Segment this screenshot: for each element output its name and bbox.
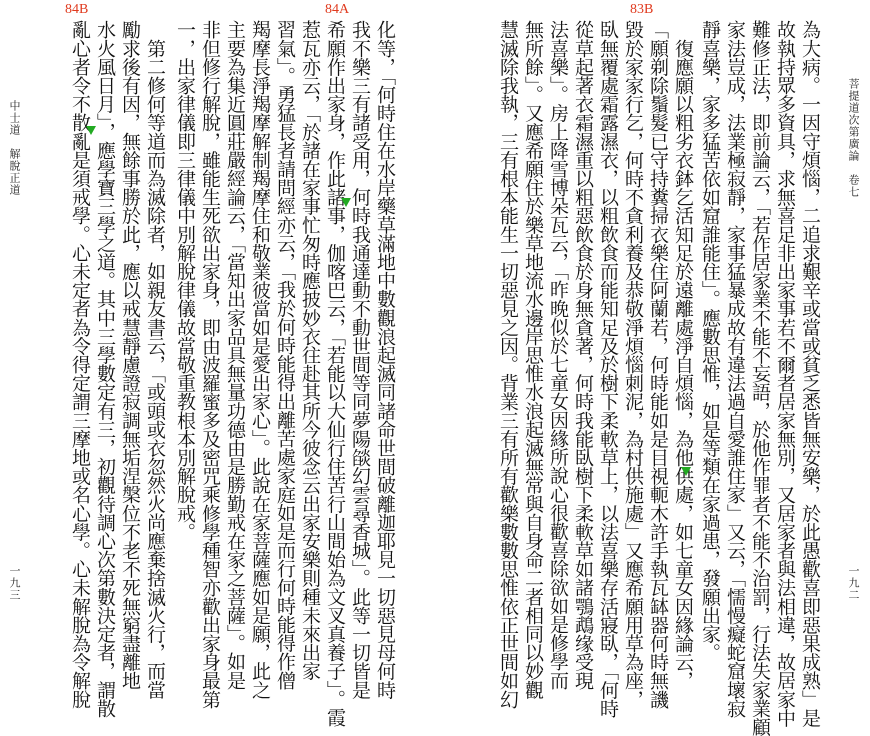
- text-column: 靜喜樂，家多猛苦依如窟誰能住」。應數思惟，如是等類在家過患，發願出家。: [699, 20, 721, 662]
- left-page-margin-label: 中士道 解脫正道: [8, 100, 21, 196]
- right-page: [428, 20, 870, 736]
- folio-label-84b: 84B: [65, 2, 89, 17]
- text-column: 「願剃除鬚髮已守持糞掃衣樂住阿蘭若，何時能如是目視軛木許手執瓦缽器何時無譏: [647, 20, 669, 709]
- right-page-header: 菩提道次第廣論 卷七: [847, 78, 860, 198]
- left-page-number: 一九三: [8, 565, 21, 601]
- text-column: 法喜樂」。房上降雪博朵瓦云，「昨晚似於七童女因緣所說心很歡喜除欲如是修學而: [547, 20, 569, 690]
- folio-label-84a: 84A: [325, 2, 350, 17]
- green-marker-icon: [86, 126, 96, 135]
- right-page-number: 一九二: [847, 565, 860, 601]
- text-column: 勵求後有因，無餘事勝於此，應以戒慧靜慮證寂調無垢涅槃位不老不死無窮盡離地: [119, 20, 141, 690]
- green-marker-icon: [681, 467, 691, 476]
- folio-label-83b: 83B: [630, 2, 654, 17]
- text-column: 臥無覆處霜露濕衣，以粗飲食而能知足及於樹下柔軟草上，以法喜樂存活寢臥，「何時: [597, 20, 619, 718]
- text-column: 難修正法，即前論云，「若作居家業不能不妄語，於他作罪者不能不治罰，行法失家業顧: [749, 20, 771, 736]
- text-column: 水火風日月」，應學寶三學之道。其中三學數定有三，初觀待調心次第數決定者，謂散: [94, 20, 116, 718]
- text-column: 非但修行解脫，雖能生死欲出家身，即由波羅蜜多及密咒乘修學種智亦歡出家身最第: [199, 20, 221, 709]
- green-marker-icon: [341, 198, 351, 207]
- text-column: 復應願以粗劣衣鉢乞活知足於遠離處淨自煩惱，為他供處，如七童女因緣論云，: [672, 20, 694, 690]
- text-column: 習氣」。勇猛長者請問經亦云，「我於何時能得出離苦處家庭如是而行何時能得作僧: [274, 20, 296, 690]
- text-column: 第二修何等道而為滅除者，如親友書云，「或頭或衣忽然火尚應棄捨滅火行，而當: [144, 20, 166, 699]
- text-column: 家法豈成，法業極寂靜，家事猛暴成故有違法過自愛誰住家」又云，「懦慢癡蛇窟壞寂: [724, 20, 746, 718]
- text-column: 為大病。一因守煩惱，二追求艱辛或當或貧乏悉皆無安樂，於此愚歡喜即惡果成熟」是: [799, 20, 821, 727]
- text-column: 羯摩長淨羯摩解制羯摩住和敬業彼當如是愛出家心」。此說在家菩薩應如是願，此之: [249, 20, 271, 699]
- left-page: [0, 20, 428, 727]
- text-column: 亂心者令不散亂是須戒學。心未定者為令得定謂三摩地或名心學。心未解脫為令解脫: [69, 20, 91, 709]
- text-column: 故執持眾多資具，求無喜足非出家事若不爾者居家無別，又居家者與法相違，故居家中: [774, 20, 796, 727]
- text-column: 惹瓦亦云，「於諸在家事忙匆時應披妙衣往赴其所今彼念云出家安樂則種未來出家: [299, 20, 321, 681]
- text-column: 我不樂三有諸受用，何時我通達動不動世間等同夢陽燄幻雲尋香城」。此等一切皆是: [349, 20, 371, 699]
- text-column: 無所餘」。又應希願住於樂草地流水邊岸思惟水浪起滅無常與自身命二者相同以妙觀: [522, 20, 544, 699]
- text-column: 慧滅除我執，三有根本能生一切惡見之因。背業三有所有歡樂數數思惟依正世間如幻: [497, 20, 519, 709]
- text-column: 希願作出家身，作此諸事，伽喀巴云，「若能以大仙行住苦行山間始為文叉真養子」。霞: [324, 20, 346, 727]
- text-column: 主要為集近圓莊嚴經論云，「當知出家品具無量功德由是勝勤戒在家之菩薩」。如是: [224, 20, 246, 690]
- text-column: 化等，「何時住在水岸藥草滿地中數觀浪起滅同諸命世間破離迦耶見一切惡見母何時: [374, 20, 396, 699]
- text-column: 從草起著衣霜濕重以粗惡飲食於身無貪著，何時我能臥樹下柔軟草如諸鶚鵡缘受現: [572, 20, 594, 690]
- text-column: 一，出家律儀即三律儀中別解脫律儀故當敬重教根本別解脫戒。: [174, 20, 196, 541]
- text-column: 毀於家家行乞，何時不貪利養及恭敬淨煩惱刺泥，為村供施處」又應希願用草為座，: [622, 20, 644, 709]
